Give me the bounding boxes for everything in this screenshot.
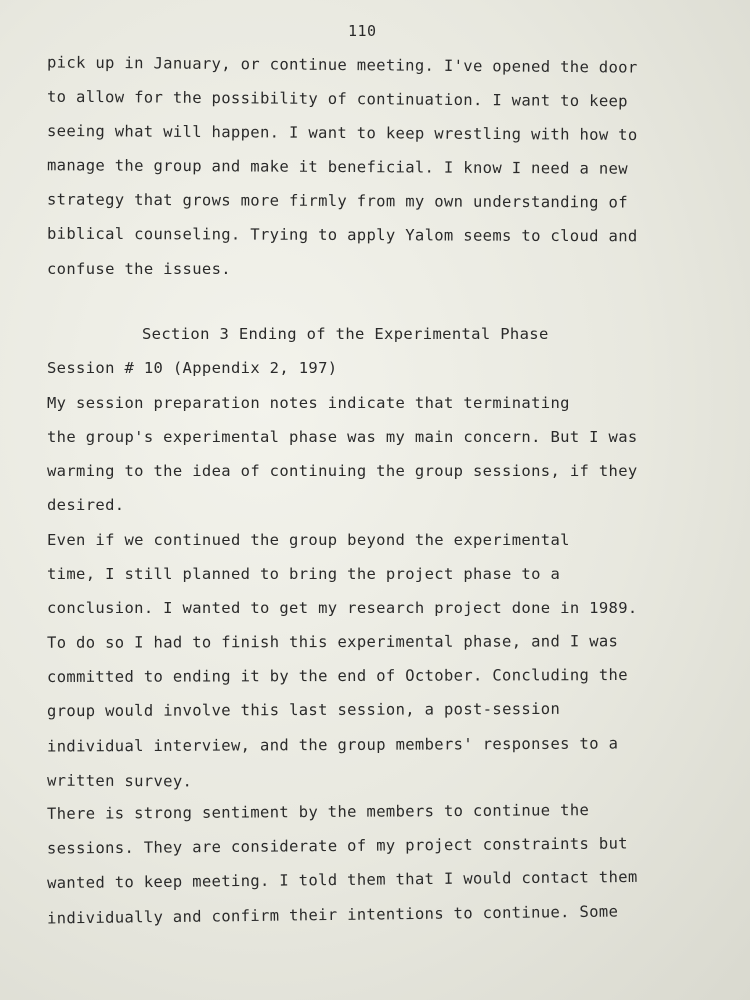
text-line: individual interview, and the group members' responses to a <box>46 734 619 756</box>
text-line: time, I still planned to bring the project phase to a <box>47 565 561 583</box>
text-line: confuse the issues. <box>47 260 231 278</box>
session-heading: Session # 10 (Appendix 2, 197) <box>47 359 338 377</box>
text-line: biblical counseling. Trying to apply Yalom seems to cloud and <box>46 224 638 246</box>
text-line: written survey. <box>46 771 193 791</box>
text-line: committed to ending it by the end of October. Concluding the <box>46 665 628 687</box>
text-line: wanted to keep meeting. I told them that I would contact them <box>46 867 638 893</box>
text-line: strategy that grows more firmly from my own understanding of <box>46 190 628 212</box>
section-heading: Section 3 Ending of the Experimental Phase <box>142 325 549 343</box>
text-line: To do so I had to finish this experimental phase, and I was <box>46 632 619 652</box>
text-line: seeing what will happen. I want to keep wrestling with how to <box>46 121 638 145</box>
text-line: Even if we continued the group beyond the experimental <box>47 531 570 549</box>
text-line: manage the group and make it beneficial. I know I need a new <box>46 156 628 178</box>
text-line: to allow for the possibility of continuation. I want to keep <box>46 87 628 111</box>
text-line: warming to the idea of continuing the group sessions, if they <box>47 462 638 480</box>
text-line: group would involve this last session, a post-session <box>46 699 561 721</box>
text-line: sessions. They are considerate of my project constraints but <box>46 834 628 858</box>
text-line: conclusion. I wanted to get my research project done in 1989. <box>47 599 638 617</box>
text-line: There is strong sentiment by the members to continue the <box>46 801 590 823</box>
text-line: desired. <box>47 496 125 514</box>
text-line: the group's experimental phase was my main concern. But I was <box>47 428 638 446</box>
page-number: 110 <box>348 22 377 40</box>
text-line: individually and confirm their intentions to continue. Some <box>46 902 619 928</box>
text-line: My session preparation notes indicate that terminating <box>47 394 570 412</box>
text-line: pick up in January, or continue meeting. I've opened the door <box>46 53 638 77</box>
